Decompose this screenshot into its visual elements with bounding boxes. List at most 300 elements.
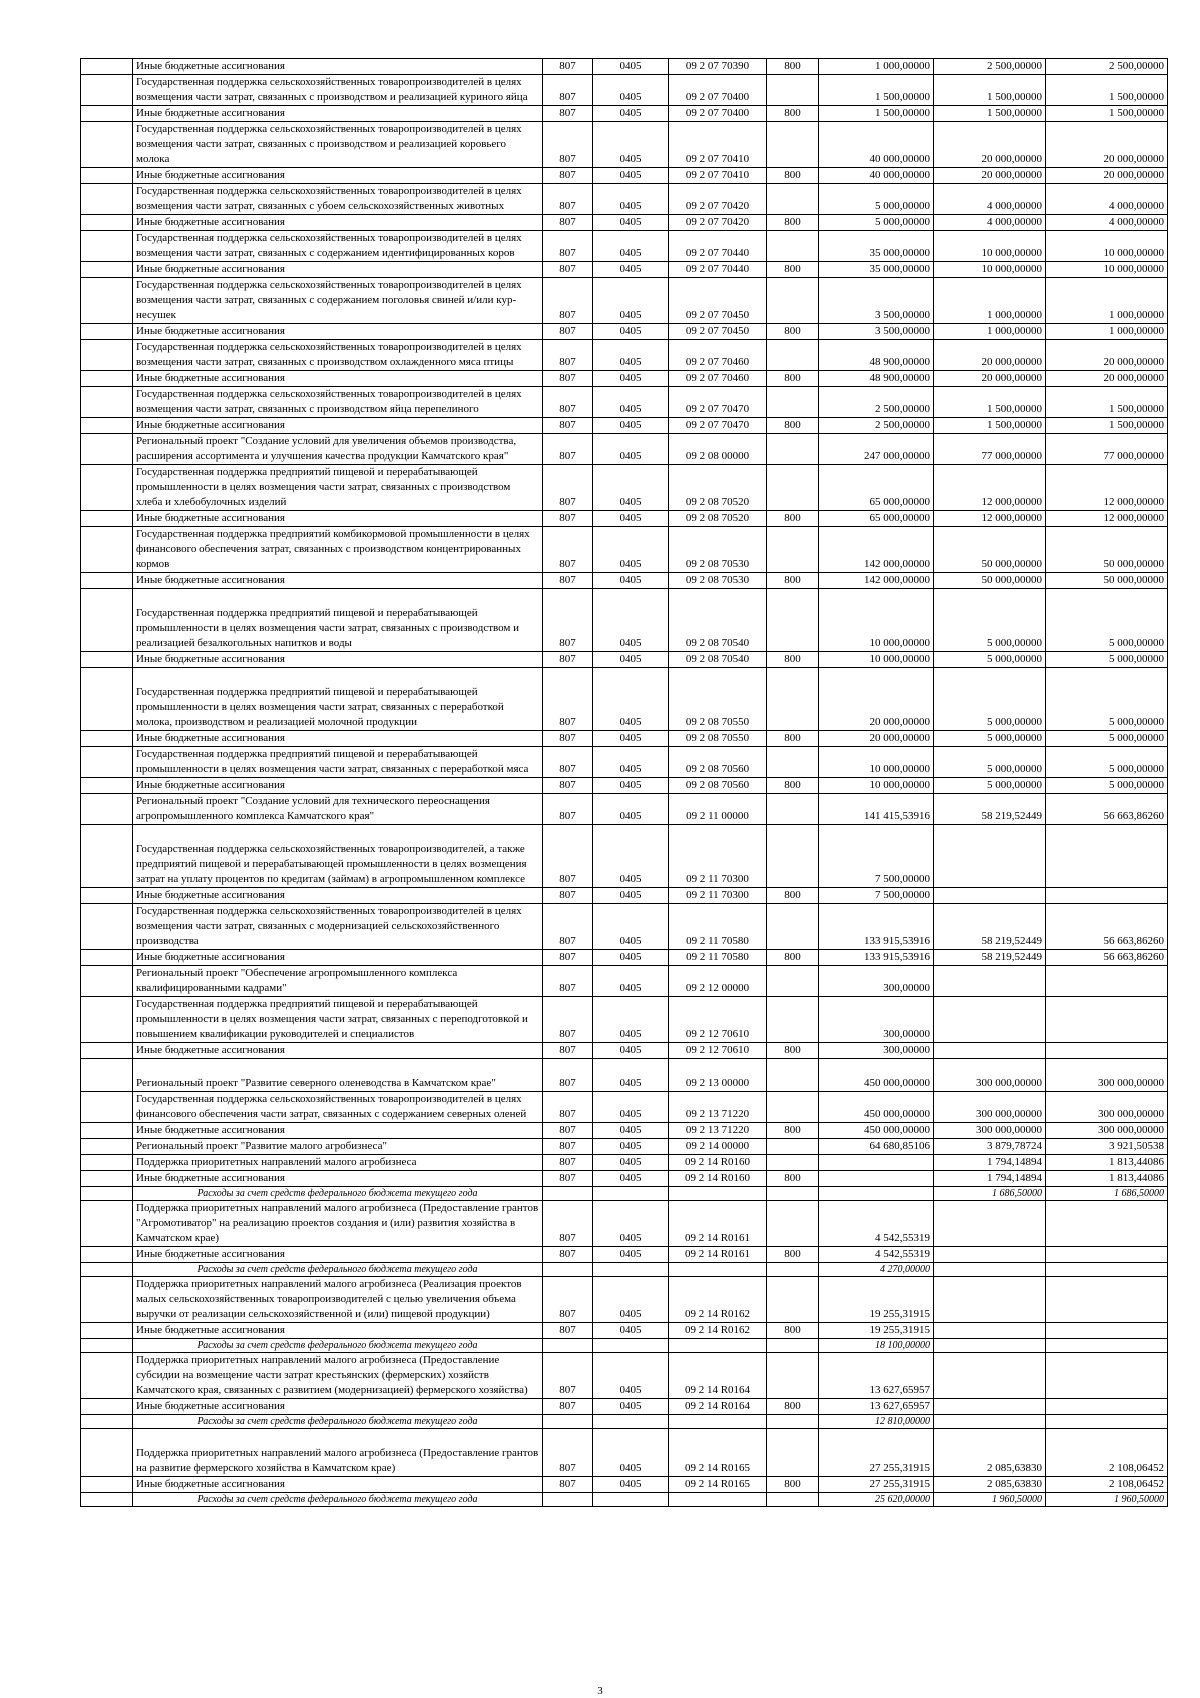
amount-year3-cell: 10 000,00000 (1046, 262, 1168, 278)
amount-year1-cell: 10 000,00000 (819, 747, 934, 778)
amount-year1-cell: 13 627,65957 (819, 1399, 934, 1415)
section-code-cell: 0405 (593, 825, 669, 888)
amount-year1-cell: 35 000,00000 (819, 231, 934, 262)
amount-year1-cell: 20 000,00000 (819, 668, 934, 731)
blank-cell (81, 904, 133, 950)
section-code-cell: 0405 (593, 1477, 669, 1493)
expense-type-cell (767, 1139, 819, 1155)
ministry-code-cell: 807 (543, 825, 593, 888)
item-name-cell: Иные бюджетные ассигнования (133, 371, 543, 387)
item-name-cell: Иные бюджетные ассигнования (133, 1399, 543, 1415)
table-row (81, 1123, 1168, 1139)
blank-cell (81, 527, 133, 573)
section-code-cell: 0405 (593, 904, 669, 950)
ministry-code-cell: 807 (543, 1399, 593, 1415)
target-article-cell: 09 2 08 70520 (669, 511, 767, 527)
amount-year2-cell (934, 1323, 1046, 1339)
amount-year3-cell (1046, 1399, 1168, 1415)
item-name-cell: Иные бюджетные ассигнования (133, 652, 543, 668)
table-row (81, 652, 1168, 668)
target-article-cell (669, 1339, 767, 1353)
target-article-cell: 09 2 07 70440 (669, 262, 767, 278)
expense-type-cell (767, 668, 819, 731)
amount-year3-cell: 5 000,00000 (1046, 589, 1168, 652)
ministry-code-cell: 807 (543, 652, 593, 668)
amount-year2-cell: 1 000,00000 (934, 278, 1046, 324)
section-code-cell: 0405 (593, 1123, 669, 1139)
blank-cell (81, 1323, 133, 1339)
ministry-code-cell: 807 (543, 59, 593, 75)
amount-year2-cell: 12 000,00000 (934, 511, 1046, 527)
section-code-cell: 0405 (593, 231, 669, 262)
amount-year1-cell: 25 620,00000 (819, 1493, 934, 1507)
expense-type-cell: 800 (767, 168, 819, 184)
expense-type-cell (767, 997, 819, 1043)
target-article-cell: 09 2 14 R0161 (669, 1247, 767, 1263)
target-article-cell: 09 2 07 70400 (669, 75, 767, 106)
amount-year3-cell: 1 500,00000 (1046, 106, 1168, 122)
blank-cell (81, 168, 133, 184)
ministry-code-cell: 807 (543, 340, 593, 371)
item-name-cell: Поддержка приоритетных направлений малого агробизнеса (Предоставление субсидии на возмещение части затрат крестьянских (фермерских) хозяйств Камчатского края, связанных с развитием (модернизацией) фермерского хозяйства) (133, 1353, 543, 1399)
ministry-code-cell: 807 (543, 1247, 593, 1263)
section-code-cell: 0405 (593, 168, 669, 184)
table-row (81, 465, 1168, 511)
amount-year3-cell: 56 663,86260 (1046, 904, 1168, 950)
amount-year1-cell: 4 542,55319 (819, 1201, 934, 1247)
section-code-cell: 0405 (593, 1171, 669, 1187)
expense-type-cell (767, 825, 819, 888)
ministry-code-cell: 807 (543, 950, 593, 966)
target-article-cell: 09 2 13 71220 (669, 1092, 767, 1123)
item-name-cell: Расходы за счет средств федерального бюджета текущего года (133, 1187, 543, 1201)
blank-cell (81, 1123, 133, 1139)
ministry-code-cell: 807 (543, 573, 593, 589)
ministry-code-cell: 807 (543, 1171, 593, 1187)
table-row (81, 1277, 1168, 1323)
ministry-code-cell: 807 (543, 589, 593, 652)
target-article-cell: 09 2 07 70470 (669, 418, 767, 434)
amount-year3-cell: 56 663,86260 (1046, 794, 1168, 825)
amount-year3-cell: 10 000,00000 (1046, 231, 1168, 262)
table-row (81, 75, 1168, 106)
table-row (81, 215, 1168, 231)
amount-year2-cell: 5 000,00000 (934, 778, 1046, 794)
ministry-code-cell: 807 (543, 215, 593, 231)
target-article-cell: 09 2 08 70540 (669, 652, 767, 668)
target-article-cell: 09 2 14 R0164 (669, 1353, 767, 1399)
section-code-cell: 0405 (593, 1429, 669, 1477)
item-name-cell: Государственная поддержка сельскохозяйственных товаропроизводителей в целях возмещения части затрат, связанных с производством и реализацией коровьего молока (133, 122, 543, 168)
blank-cell (81, 1353, 133, 1399)
amount-year3-cell (1046, 966, 1168, 997)
ministry-code-cell: 807 (543, 778, 593, 794)
amount-year3-cell: 4 000,00000 (1046, 215, 1168, 231)
expense-type-cell: 800 (767, 59, 819, 75)
blank-cell (81, 122, 133, 168)
blank-cell (81, 75, 133, 106)
item-name-cell: Иные бюджетные ассигнования (133, 1171, 543, 1187)
ministry-code-cell (543, 1339, 593, 1353)
item-name-cell: Иные бюджетные ассигнования (133, 106, 543, 122)
table-row (81, 1171, 1168, 1187)
blank-cell (81, 888, 133, 904)
blank-cell (81, 747, 133, 778)
amount-year2-cell: 12 000,00000 (934, 465, 1046, 511)
amount-year3-cell: 20 000,00000 (1046, 122, 1168, 168)
target-article-cell: 09 2 12 00000 (669, 966, 767, 997)
target-article-cell: 09 2 08 70540 (669, 589, 767, 652)
ministry-code-cell: 807 (543, 966, 593, 997)
ministry-code-cell: 807 (543, 387, 593, 418)
ministry-code-cell: 807 (543, 122, 593, 168)
section-code-cell: 0405 (593, 888, 669, 904)
item-name-cell: Иные бюджетные ассигнования (133, 324, 543, 340)
blank-cell (81, 465, 133, 511)
expense-type-cell (767, 1277, 819, 1323)
table-row (81, 59, 1168, 75)
expense-type-cell: 800 (767, 573, 819, 589)
expense-type-cell: 800 (767, 1043, 819, 1059)
ministry-code-cell (543, 1187, 593, 1201)
amount-year1-cell: 65 000,00000 (819, 511, 934, 527)
amount-year3-cell (1046, 1415, 1168, 1429)
amount-year2-cell: 1 794,14894 (934, 1155, 1046, 1171)
table-row (81, 1353, 1168, 1399)
amount-year1-cell: 141 415,53916 (819, 794, 934, 825)
expense-type-cell (767, 434, 819, 465)
item-name-cell: Государственная поддержка сельскохозяйственных товаропроизводителей в целях возмещения части затрат, связанных с содержанием поголовья свиней и/или кур-несушек (133, 278, 543, 324)
expense-type-cell: 800 (767, 1123, 819, 1139)
section-code-cell: 0405 (593, 1247, 669, 1263)
amount-year1-cell: 13 627,65957 (819, 1353, 934, 1399)
item-name-cell: Государственная поддержка предприятий пищевой и перерабатывающей промышленности в целях возмещения части затрат, связанных с производством и реализацией безалкогольных напитков и воды (133, 589, 543, 652)
amount-year1-cell: 27 255,31915 (819, 1477, 934, 1493)
amount-year3-cell (1046, 1353, 1168, 1399)
amount-year1-cell: 64 680,85106 (819, 1139, 934, 1155)
item-name-cell: Региональный проект "Создание условий для технического переоснащения агропромышленного комплекса Камчатского края" (133, 794, 543, 825)
amount-year1-cell (819, 1171, 934, 1187)
target-article-cell: 09 2 08 00000 (669, 434, 767, 465)
table-row (81, 1092, 1168, 1123)
section-code-cell: 0405 (593, 59, 669, 75)
amount-year3-cell: 2 108,06452 (1046, 1477, 1168, 1493)
blank-cell (81, 950, 133, 966)
section-code-cell: 0405 (593, 1043, 669, 1059)
amount-year1-cell: 3 500,00000 (819, 324, 934, 340)
target-article-cell: 09 2 11 70300 (669, 825, 767, 888)
amount-year1-cell: 40 000,00000 (819, 122, 934, 168)
expense-type-cell: 800 (767, 1477, 819, 1493)
amount-year2-cell: 58 219,52449 (934, 904, 1046, 950)
section-code-cell: 0405 (593, 589, 669, 652)
target-article-cell: 09 2 08 70530 (669, 573, 767, 589)
target-article-cell: 09 2 12 70610 (669, 1043, 767, 1059)
amount-year3-cell: 300 000,00000 (1046, 1123, 1168, 1139)
blank-cell (81, 1429, 133, 1477)
amount-year1-cell: 48 900,00000 (819, 371, 934, 387)
section-code-cell: 0405 (593, 527, 669, 573)
table-row (81, 794, 1168, 825)
blank-cell (81, 1415, 133, 1429)
target-article-cell: 09 2 08 70560 (669, 778, 767, 794)
target-article-cell: 09 2 07 70410 (669, 168, 767, 184)
item-name-cell: Государственная поддержка сельскохозяйственных товаропроизводителей в целях возмещения части затрат, связанных с производством яйца перепелиного (133, 387, 543, 418)
expense-type-cell (767, 589, 819, 652)
table-row (81, 888, 1168, 904)
target-article-cell: 09 2 14 R0161 (669, 1201, 767, 1247)
ministry-code-cell: 807 (543, 1123, 593, 1139)
expense-type-cell (767, 1201, 819, 1247)
expense-type-cell: 800 (767, 950, 819, 966)
blank-cell (81, 106, 133, 122)
blank-cell (81, 1171, 133, 1187)
amount-year2-cell: 20 000,00000 (934, 168, 1046, 184)
section-code-cell: 0405 (593, 1059, 669, 1092)
amount-year2-cell: 2 500,00000 (934, 59, 1046, 75)
section-code-cell: 0405 (593, 434, 669, 465)
item-name-cell: Расходы за счет средств федерального бюджета текущего года (133, 1493, 543, 1507)
amount-year1-cell: 1 500,00000 (819, 75, 934, 106)
item-name-cell: Расходы за счет средств федерального бюджета текущего года (133, 1415, 543, 1429)
blank-cell (81, 511, 133, 527)
table-row (81, 1263, 1168, 1277)
table-row (81, 122, 1168, 168)
ministry-code-cell: 807 (543, 1201, 593, 1247)
target-article-cell (669, 1187, 767, 1201)
blank-cell (81, 1399, 133, 1415)
item-name-cell: Региональный проект "Развитие малого агробизнеса" (133, 1139, 543, 1155)
table-row (81, 106, 1168, 122)
target-article-cell: 09 2 12 70610 (669, 997, 767, 1043)
amount-year1-cell: 300,00000 (819, 997, 934, 1043)
target-article-cell: 09 2 07 70470 (669, 387, 767, 418)
item-name-cell: Государственная поддержка сельскохозяйственных товаропроизводителей в целях возмещения части затрат, связанных с производством и реализацией куриного яйца (133, 75, 543, 106)
item-name-cell: Поддержка приоритетных направлений малого агробизнеса (133, 1155, 543, 1171)
expense-type-cell (767, 1429, 819, 1477)
section-code-cell: 0405 (593, 950, 669, 966)
section-code-cell: 0405 (593, 465, 669, 511)
amount-year1-cell: 1 500,00000 (819, 106, 934, 122)
section-code-cell: 0405 (593, 966, 669, 997)
amount-year1-cell: 450 000,00000 (819, 1059, 934, 1092)
item-name-cell: Региональный проект "Обеспечение агропромышленного комплекса квалифицированными кадрами" (133, 966, 543, 997)
amount-year2-cell: 1 794,14894 (934, 1171, 1046, 1187)
expense-type-cell (767, 1187, 819, 1201)
amount-year3-cell: 2 108,06452 (1046, 1429, 1168, 1477)
target-article-cell: 09 2 08 70560 (669, 747, 767, 778)
amount-year1-cell: 450 000,00000 (819, 1092, 934, 1123)
amount-year1-cell: 5 000,00000 (819, 215, 934, 231)
amount-year2-cell: 5 000,00000 (934, 731, 1046, 747)
amount-year3-cell (1046, 825, 1168, 888)
amount-year3-cell: 12 000,00000 (1046, 511, 1168, 527)
table-row (81, 731, 1168, 747)
ministry-code-cell: 807 (543, 794, 593, 825)
section-code-cell: 0405 (593, 122, 669, 168)
item-name-cell: Иные бюджетные ассигнования (133, 950, 543, 966)
blank-cell (81, 434, 133, 465)
expense-type-cell: 800 (767, 652, 819, 668)
table-row (81, 1187, 1168, 1201)
table-row (81, 668, 1168, 731)
amount-year2-cell: 1 500,00000 (934, 106, 1046, 122)
item-name-cell: Иные бюджетные ассигнования (133, 778, 543, 794)
section-code-cell: 0405 (593, 1399, 669, 1415)
target-article-cell: 09 2 07 70450 (669, 324, 767, 340)
table-row (81, 950, 1168, 966)
target-article-cell: 09 2 07 70400 (669, 106, 767, 122)
table-row (81, 1201, 1168, 1247)
table-row (81, 418, 1168, 434)
target-article-cell: 09 2 14 R0164 (669, 1399, 767, 1415)
amount-year1-cell: 5 000,00000 (819, 184, 934, 215)
amount-year1-cell (819, 1155, 934, 1171)
table-row (81, 168, 1168, 184)
amount-year3-cell: 5 000,00000 (1046, 731, 1168, 747)
ministry-code-cell: 807 (543, 1323, 593, 1339)
blank-cell (81, 1155, 133, 1171)
section-code-cell: 0405 (593, 652, 669, 668)
amount-year1-cell: 247 000,00000 (819, 434, 934, 465)
table-row (81, 262, 1168, 278)
target-article-cell: 09 2 11 00000 (669, 794, 767, 825)
amount-year1-cell: 18 100,00000 (819, 1339, 934, 1353)
target-article-cell: 09 2 11 70580 (669, 904, 767, 950)
expense-type-cell: 800 (767, 511, 819, 527)
amount-year1-cell: 1 000,00000 (819, 59, 934, 75)
blank-cell (81, 966, 133, 997)
section-code-cell: 0405 (593, 778, 669, 794)
expense-type-cell: 800 (767, 1171, 819, 1187)
expense-type-cell: 800 (767, 371, 819, 387)
table-row (81, 324, 1168, 340)
blank-cell (81, 1493, 133, 1507)
expense-type-cell (767, 184, 819, 215)
amount-year1-cell: 35 000,00000 (819, 262, 934, 278)
blank-cell (81, 278, 133, 324)
ministry-code-cell: 807 (543, 106, 593, 122)
amount-year1-cell: 133 915,53916 (819, 904, 934, 950)
amount-year3-cell: 20 000,00000 (1046, 371, 1168, 387)
blank-cell (81, 262, 133, 278)
amount-year1-cell: 10 000,00000 (819, 778, 934, 794)
section-code-cell: 0405 (593, 1092, 669, 1123)
amount-year1-cell: 133 915,53916 (819, 950, 934, 966)
budget-table (80, 58, 1168, 1507)
item-name-cell: Государственная поддержка сельскохозяйственных товаропроизводителей в целях возмещения части затрат, связанных с производством охлажденного мяса птицы (133, 340, 543, 371)
expense-type-cell (767, 1339, 819, 1353)
amount-year3-cell: 1 000,00000 (1046, 278, 1168, 324)
item-name-cell: Иные бюджетные ассигнования (133, 888, 543, 904)
item-name-cell: Иные бюджетные ассигнования (133, 418, 543, 434)
table-row (81, 434, 1168, 465)
ministry-code-cell: 807 (543, 168, 593, 184)
amount-year2-cell (934, 1339, 1046, 1353)
item-name-cell: Государственная поддержка предприятий пищевой и перерабатывающей промышленности в целях возмещения части затрат, связанных с переработкой мяса (133, 747, 543, 778)
target-article-cell: 09 2 07 70410 (669, 122, 767, 168)
expense-type-cell (767, 966, 819, 997)
amount-year1-cell: 142 000,00000 (819, 527, 934, 573)
item-name-cell: Иные бюджетные ассигнования (133, 731, 543, 747)
blank-cell (81, 215, 133, 231)
section-code-cell: 0405 (593, 794, 669, 825)
target-article-cell: 09 2 07 70420 (669, 184, 767, 215)
table-row (81, 747, 1168, 778)
amount-year3-cell: 2 500,00000 (1046, 59, 1168, 75)
table-row (81, 1139, 1168, 1155)
expense-type-cell: 800 (767, 106, 819, 122)
blank-cell (81, 324, 133, 340)
ministry-code-cell: 807 (543, 747, 593, 778)
ministry-code-cell (543, 1493, 593, 1507)
item-name-cell: Иные бюджетные ассигнования (133, 1247, 543, 1263)
item-name-cell: Иные бюджетные ассигнования (133, 215, 543, 231)
amount-year2-cell: 2 085,63830 (934, 1429, 1046, 1477)
item-name-cell: Иные бюджетные ассигнования (133, 1477, 543, 1493)
blank-cell (81, 387, 133, 418)
amount-year2-cell: 5 000,00000 (934, 589, 1046, 652)
amount-year2-cell (934, 825, 1046, 888)
blank-cell (81, 1139, 133, 1155)
amount-year3-cell: 56 663,86260 (1046, 950, 1168, 966)
amount-year3-cell (1046, 1323, 1168, 1339)
expense-type-cell: 800 (767, 888, 819, 904)
target-article-cell: 09 2 07 70390 (669, 59, 767, 75)
amount-year3-cell (1046, 888, 1168, 904)
table-row (81, 1059, 1168, 1092)
target-article-cell: 09 2 07 70460 (669, 371, 767, 387)
ministry-code-cell: 807 (543, 1353, 593, 1399)
amount-year2-cell (934, 1043, 1046, 1059)
target-article-cell: 09 2 07 70440 (669, 231, 767, 262)
table-row (81, 387, 1168, 418)
amount-year2-cell: 20 000,00000 (934, 340, 1046, 371)
amount-year2-cell (934, 1247, 1046, 1263)
table-row (81, 340, 1168, 371)
blank-cell (81, 825, 133, 888)
ministry-code-cell: 807 (543, 278, 593, 324)
expense-type-cell (767, 1493, 819, 1507)
ministry-code-cell: 807 (543, 1429, 593, 1477)
ministry-code-cell: 807 (543, 1477, 593, 1493)
ministry-code-cell (543, 1415, 593, 1429)
table-row (81, 278, 1168, 324)
target-article-cell: 09 2 07 70450 (669, 278, 767, 324)
blank-cell (81, 231, 133, 262)
section-code-cell (593, 1415, 669, 1429)
ministry-code-cell: 807 (543, 731, 593, 747)
amount-year1-cell: 27 255,31915 (819, 1429, 934, 1477)
table-row (81, 511, 1168, 527)
amount-year1-cell: 10 000,00000 (819, 589, 934, 652)
expense-type-cell (767, 747, 819, 778)
section-code-cell: 0405 (593, 106, 669, 122)
expense-type-cell: 800 (767, 1323, 819, 1339)
amount-year3-cell: 4 000,00000 (1046, 184, 1168, 215)
amount-year2-cell (934, 1399, 1046, 1415)
amount-year3-cell (1046, 1339, 1168, 1353)
amount-year2-cell (934, 1201, 1046, 1247)
amount-year1-cell: 10 000,00000 (819, 652, 934, 668)
blank-cell (81, 1092, 133, 1123)
section-code-cell: 0405 (593, 1155, 669, 1171)
ministry-code-cell: 807 (543, 231, 593, 262)
amount-year2-cell: 10 000,00000 (934, 231, 1046, 262)
ministry-code-cell (543, 1263, 593, 1277)
table-row (81, 1415, 1168, 1429)
blank-cell (81, 573, 133, 589)
